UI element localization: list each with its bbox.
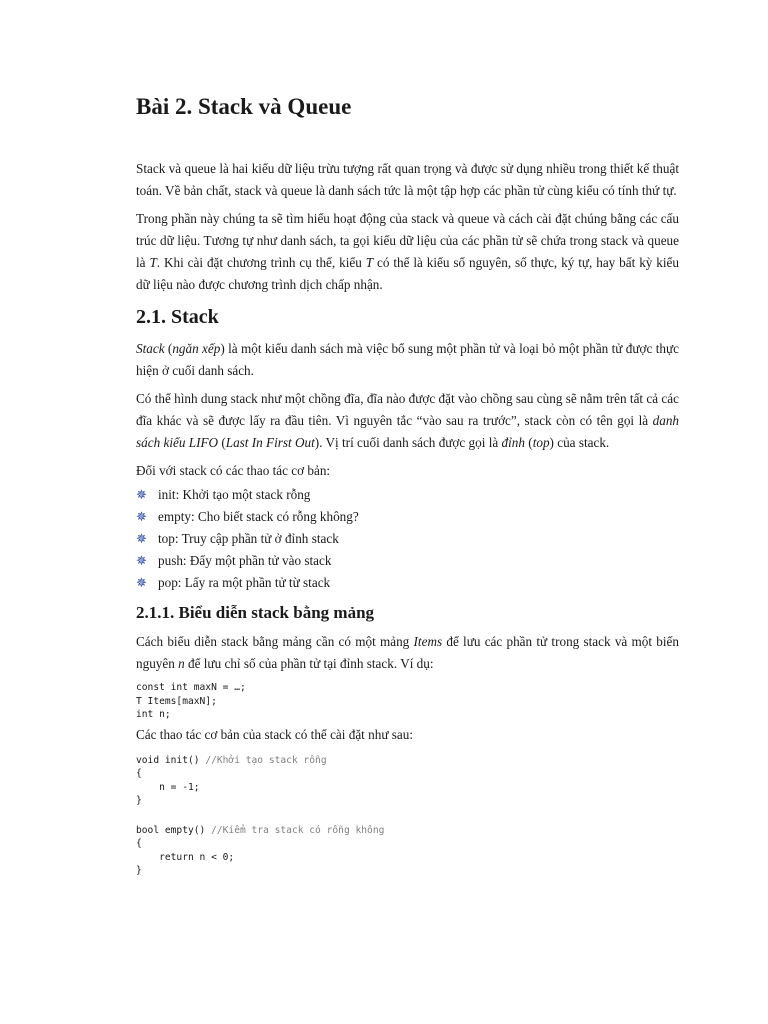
list-item — [136, 528, 679, 550]
term-n: n — [178, 656, 185, 671]
stack-lifo-paragraph — [136, 388, 679, 454]
bullet-icon: ✵ — [136, 553, 147, 568]
list-item — [136, 572, 679, 594]
code-line: int n; — [136, 709, 171, 720]
array-representation-paragraph — [136, 631, 679, 675]
type-T: T — [149, 255, 157, 270]
list-item-text: pop: Lấy ra một phần tử từ stack — [158, 575, 331, 590]
text-run: ( — [164, 341, 173, 356]
page-title: Bài 2. Stack và Queue — [136, 94, 352, 119]
code-body: { n = -1; } — [136, 768, 200, 806]
term-dinh: đỉnh — [501, 435, 525, 450]
text-run: ) của stack. — [549, 435, 610, 450]
text-run: ) là một kiểu danh sách mà việc bổ sung một phần tử và loại bỏ một phần tử được thực hiện ở cuối danh sách. — [136, 341, 679, 378]
section-heading-stack: 2.1. Stack — [136, 306, 219, 328]
text-run: ( — [218, 435, 226, 450]
code-comment: //Kiểm tra stack có rỗng không — [211, 824, 385, 836]
operations-list — [136, 484, 679, 594]
code-line: T Items[maxN]; — [136, 695, 217, 707]
document-content — [136, 92, 679, 880]
term-top: top — [532, 435, 550, 450]
operations-impl-intro: Các thao tác cơ bản của stack có thể cài đặt như sau: — [136, 726, 414, 742]
code-comment: //Khởi tạo stack rỗng — [205, 754, 327, 766]
term-lifo-full: Last In First Out — [225, 435, 315, 450]
code-line: const int maxN = …; — [136, 682, 246, 693]
term-lifo: danh sách kiểu LIFO — [136, 413, 679, 450]
bullet-icon: ✵ — [136, 531, 147, 546]
term-stack: Stack — [136, 341, 165, 356]
list-item — [136, 506, 679, 528]
intro-paragraph-1: Stack và queue là hai kiểu dữ liệu trừu tượng rất quan trọng và được sử dụng nhiều trong thiết kế thuật toán. Về bản chất, stack và queue là danh sách tức là một tập hợp các phần tử cùng kiểu có tính thứ tự. — [136, 161, 679, 198]
code-block-init — [136, 754, 679, 808]
bullet-icon: ✵ — [136, 509, 147, 524]
intro-paragraph-2 — [136, 208, 679, 296]
list-item-text: empty: Cho biết stack có rỗng không? — [158, 509, 359, 524]
bullet-icon: ✵ — [136, 487, 147, 502]
bullet-icon: ✵ — [136, 575, 147, 590]
code-signature: bool empty() — [136, 824, 212, 836]
text-run: Cách biểu diễn stack bằng mảng cần có một mảng — [136, 634, 414, 649]
term-ngan-xep: ngăn xếp — [172, 341, 221, 356]
text-run: có thể là kiểu số nguyên, số thực, ký tự, hay bất kỳ kiểu dữ liệu nào được chương trình dịch chấp nhận. — [136, 255, 679, 292]
section-heading-array: 2.1.1. Biểu diễn stack bằng mảng — [136, 603, 375, 622]
stack-definition-paragraph — [136, 338, 679, 382]
code-block-declarations — [136, 681, 679, 722]
code-block-empty — [136, 824, 679, 878]
list-item-text: push: Đẩy một phần tử vào stack — [158, 553, 332, 568]
text-run: để lưu chỉ số của phần tử tại đỉnh stack. Ví dụ: — [184, 656, 434, 671]
code-spacer — [136, 810, 679, 824]
text-run: để lưu các phần tử trong stack và một biến nguyên — [136, 634, 679, 671]
code-body: { return n < 0; } — [136, 838, 235, 876]
term-items: Items — [413, 634, 443, 649]
type-T: T — [365, 255, 374, 270]
code-signature: void init() — [136, 754, 206, 766]
text-run: . Khi cài đặt chương trình cụ thể, kiểu — [156, 255, 366, 270]
text-run: Trong phần này chúng ta sẽ tìm hiểu hoạt động của stack và queue và cách cài đặt chúng bằng các cấu trúc dữ liệu. Tương tự như danh sách, ta gọi kiểu dữ liệu của các phần tử sẽ chứa trong stack và queue là — [136, 211, 679, 270]
list-item-text: init: Khởi tạo một stack rỗng — [158, 487, 311, 502]
operations-intro: Đối với stack có các thao tác cơ bản: — [136, 463, 331, 478]
list-item-text: top: Truy cập phần tử ở đỉnh stack — [158, 531, 339, 546]
list-item — [136, 484, 679, 506]
text-run: ( — [524, 435, 533, 450]
text-run: Có thể hình dung stack như một chồng đĩa, đĩa nào được đặt vào chồng sau cùng sẽ nằm trên tất cả các đĩa khác và sẽ được lấy ra đầu tiên. Vì nguyên tắc “vào sau ra trước”, stack còn có tên gọi là — [136, 391, 679, 428]
list-item — [136, 550, 679, 572]
text-run: ). Vị trí cuối danh sách được gọi là — [314, 435, 502, 450]
